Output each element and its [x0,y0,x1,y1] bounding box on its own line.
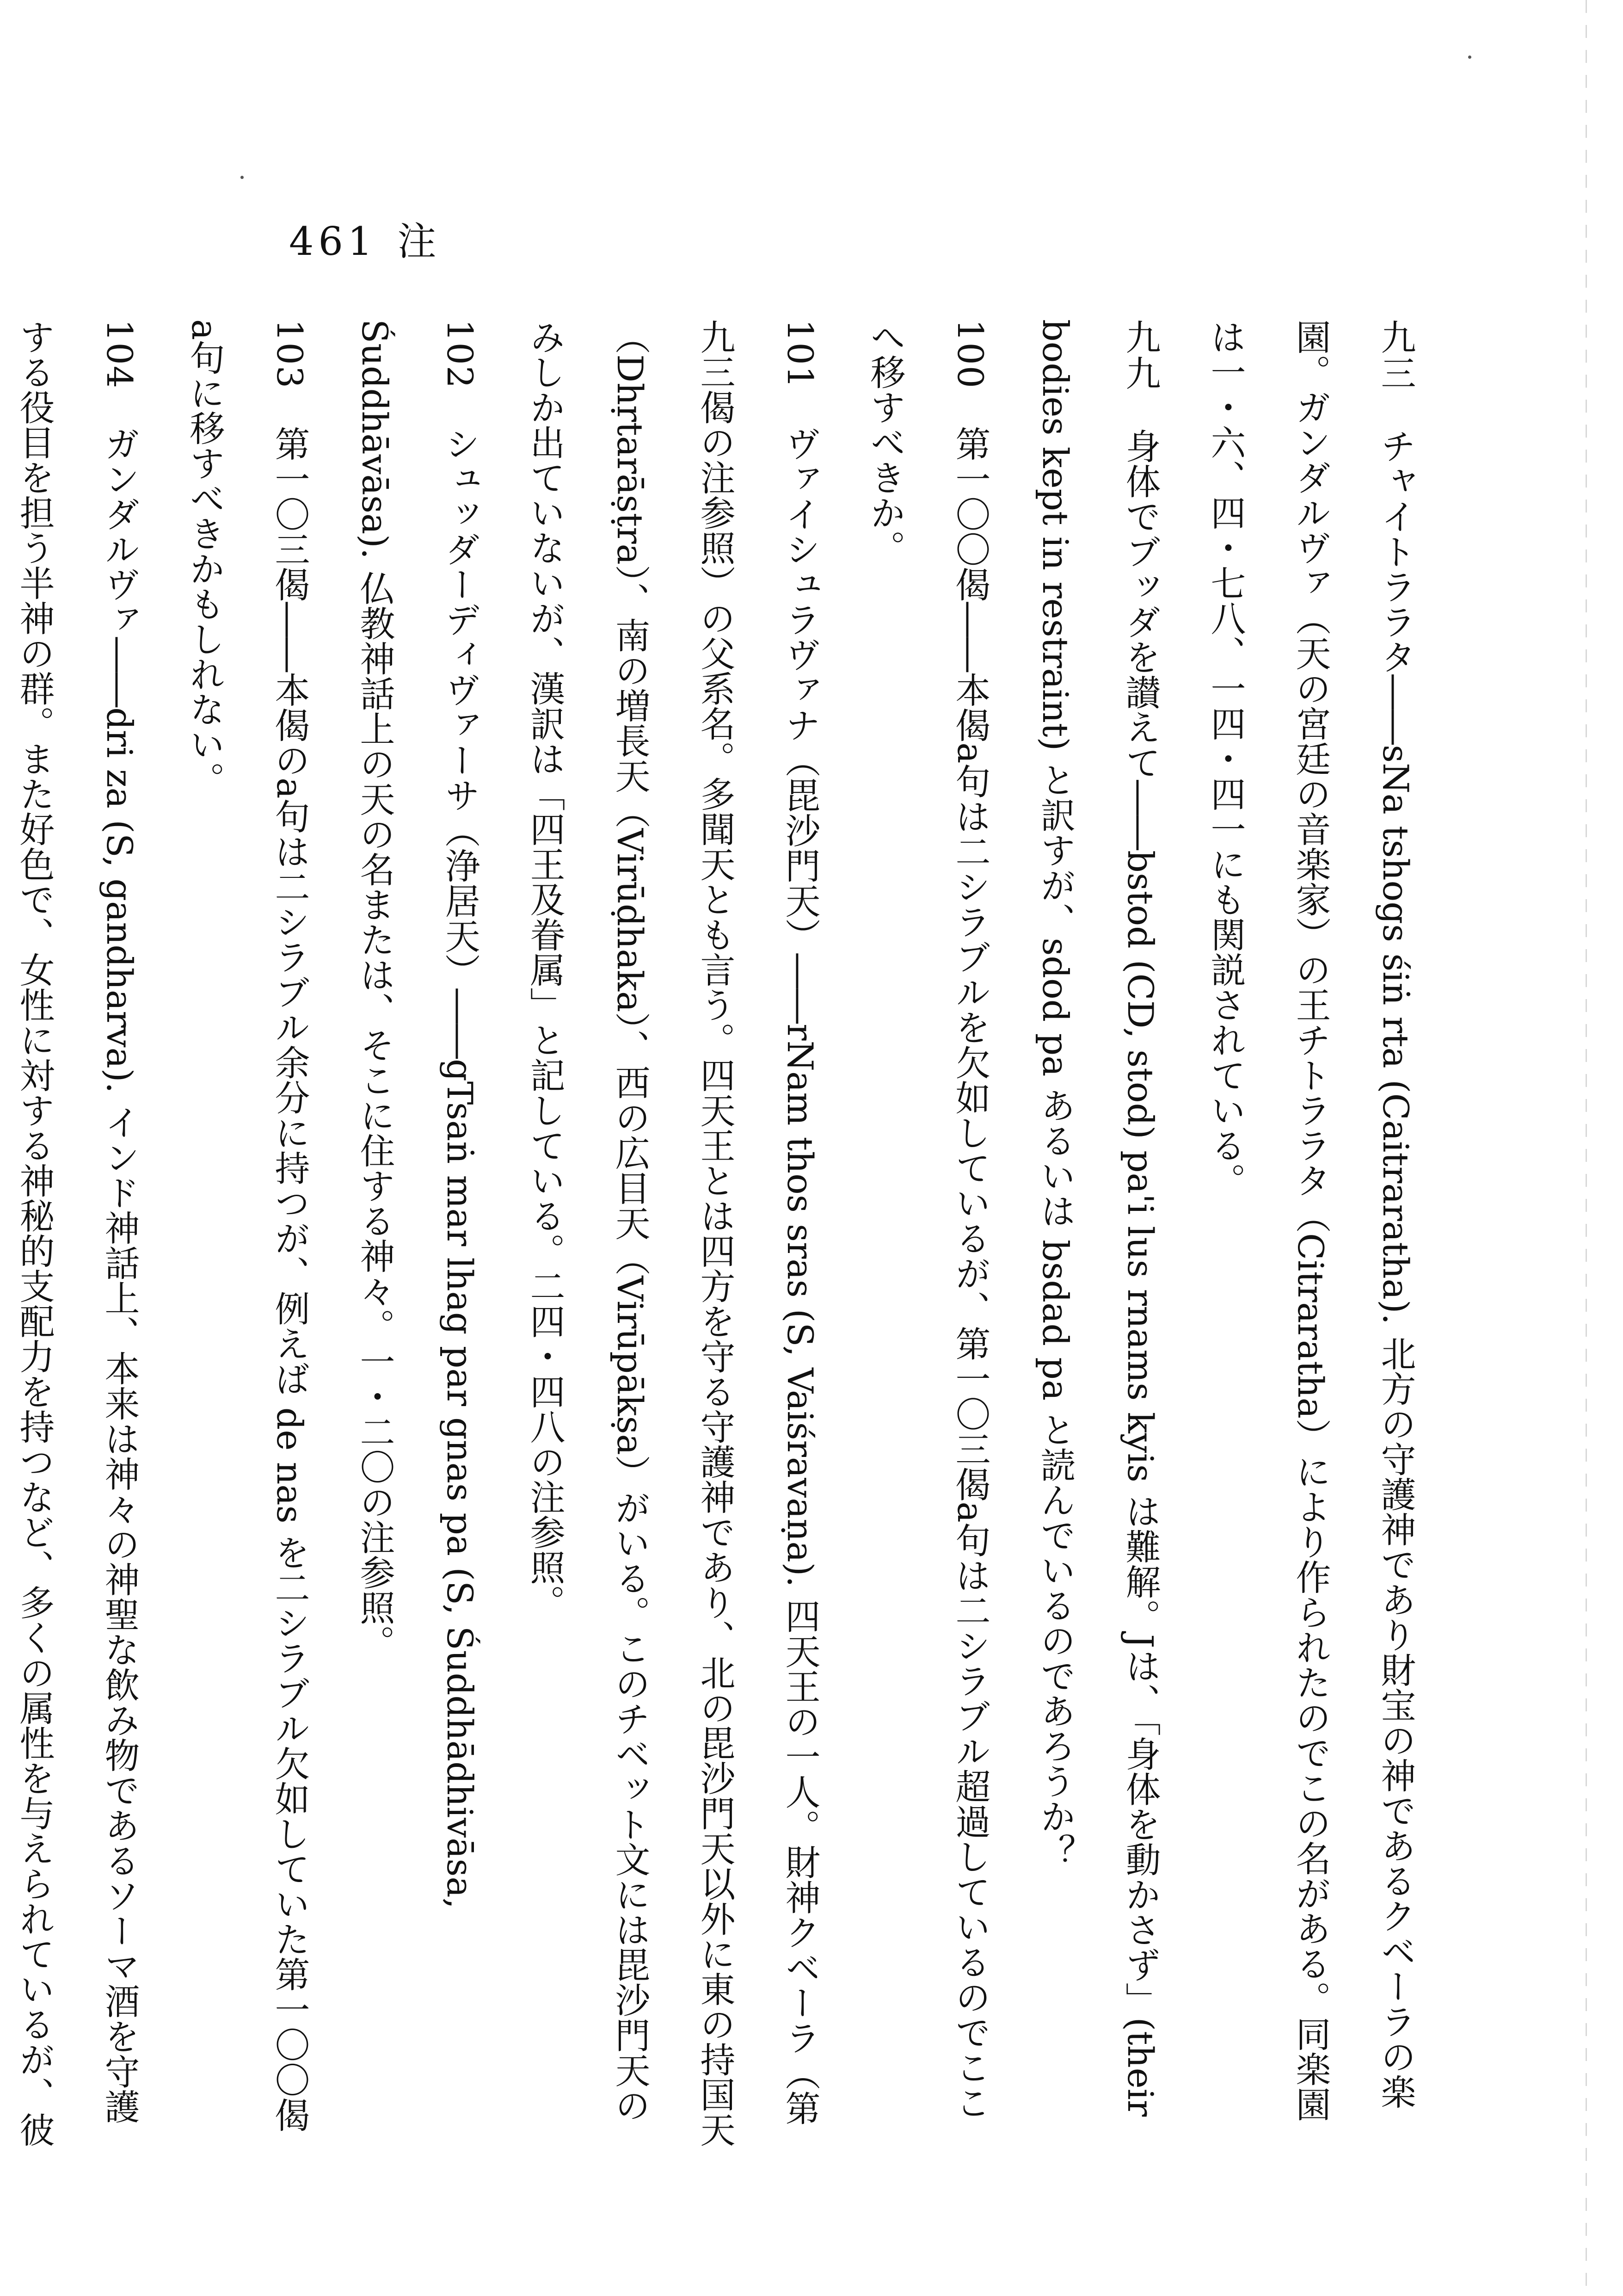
note-text: 身体でブッダを讃えて――bstod (CD, stod) pa'i lus rnams kyis は難解。Jは、「身体を動かさず」(their bodies kept in restraint) と訳すが、sdod pa あるいは bsdad pa と読んでいるのであろうか？ [1035,319,1161,2117]
note-text: チャイトララタ――sNa tshogs śiṅ rta (Caitraratha). 北方の守護神であり財宝の神であるクベーラの楽園。ガンダルヴァ（天の宮廷の音楽家）の王チトララタ（Citraratha）により作られたのでこの名がある。同楽園は一・六、四・七八、一四・四一にも関説されている。 [1205,319,1416,2122]
note-text: ガンダルヴァ――dri za (S, gandharva). インド神話上、本来は神々の神聖な飲み物であるソーマ酒を守護する役目を担う半神の群。また好色で、女性に対する神秘的支配力を持つなど、多くの属性を与えられているが、彼 [14,319,140,2147]
stray-mark [1468,56,1471,59]
note [842,319,1013,2151]
note-number: 101 [780,319,821,389]
note-number: 100 [950,319,991,389]
note-number: 九九 [1120,319,1161,391]
page-number: 461 [289,219,377,264]
note-number: 102 [439,319,480,389]
note-text: シュッダーディヴァーサ（浄居天）――gTsaṅ mar lhag par gnas pa (S, Śuddhādhivāsa, Śuddhāvāsa). 仏教神話上の天の名または、そこに住する神々。一・二〇の注参照。 [354,319,480,1909]
note-number: 九三 [1375,319,1416,391]
note-text: ヴァイシュラヴァナ（毘沙門天）――rNam thos sras (S, Vaiśravaṇa). 四天王の一人。財神クベーラ（第九三偈の注参照）の父系名。多聞天とも言う。四天王とは四方を守る守護神であり、北の毘沙門天以外に東の持国天（Dhṛtarāṣṭra）、南の増長天（Virūḍhaka）、西の広目天（Virūpākṣa）がいる。このチベット文には毘沙門天のみしか出ていないが、漢訳は「四王及眷属」と記している。二四・四八の注参照。 [524,319,821,2147]
section-title: 注 [397,219,441,264]
stray-mark [240,176,244,179]
scan-edge [1586,0,1587,2296]
notes-column [0,319,1438,2151]
note [162,319,332,2151]
note-number: 104 [99,319,140,389]
page-header [289,210,441,266]
note-text: 第一〇三偈――本偈のa句は二シラブル余分に持つが、例えば de nas を二シラブル欠如していた第一〇〇偈a句に移すべきかもしれない。 [184,319,310,2132]
note [1013,319,1183,2151]
note-number: 103 [269,319,310,389]
note [332,319,502,2151]
note [0,319,162,2151]
note [1183,319,1438,2151]
note [502,319,842,2151]
note-text: 第一〇〇偈――本偈a句は二シラブルを欠如しているが、第一〇三偈a句は二シラブル超過しているのでここへ移すべきか。 [865,319,991,2120]
